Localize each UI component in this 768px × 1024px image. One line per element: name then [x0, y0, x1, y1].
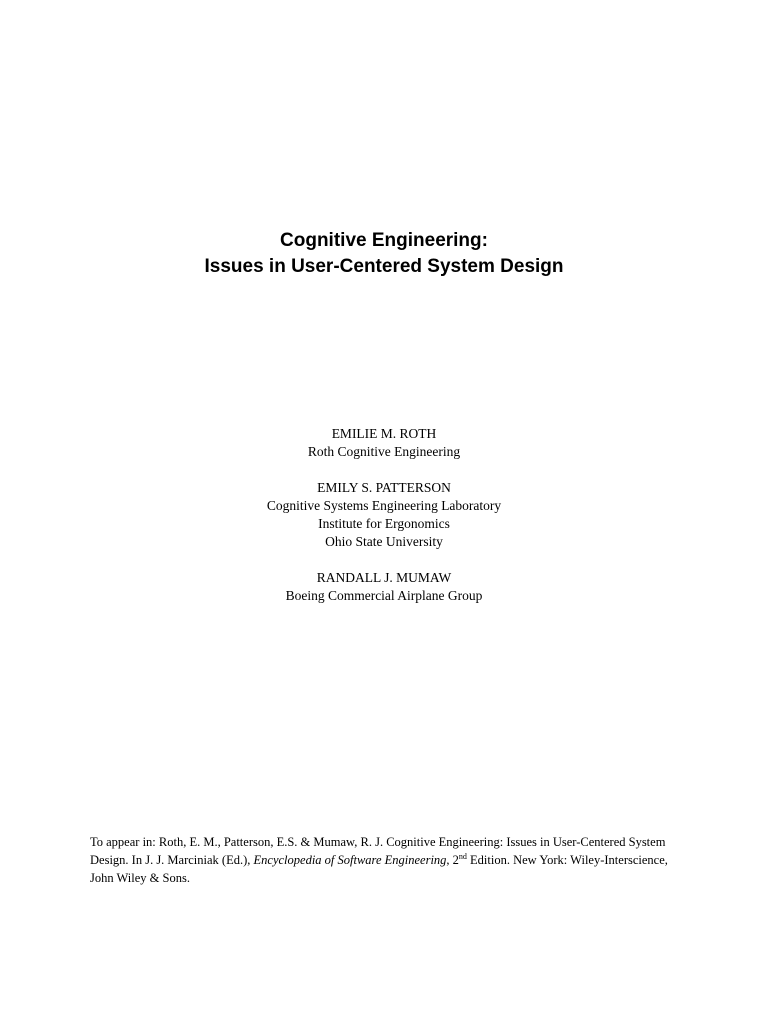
citation-text-part3: Edition. New York: Wiley-Interscience, John Wiley & Sons. — [90, 853, 668, 885]
title-line-2: Issues in User-Centered System Design — [204, 256, 564, 277]
author-block-mumaw — [0, 569, 768, 605]
citation-note — [90, 833, 690, 887]
citation-text-part2: , 2 — [446, 853, 459, 867]
citation-edition-superscript: nd — [458, 851, 467, 861]
citation-text-part1: To appear in: Roth, E. M., Patterson, E.S. & Mumaw, R. J. Cognitive Engineering: Issues in User-Centered System Design. In J. J. Marciniak (Ed.), — [90, 835, 666, 867]
author-affiliation: Institute for Ergonomics — [318, 516, 450, 531]
author-name: RANDALL J. MUMAW — [316, 570, 452, 585]
title-line-1: Cognitive Engineering: — [280, 230, 488, 251]
author-block-roth — [0, 425, 768, 461]
paper-title — [0, 228, 768, 280]
citation-book-title: Encyclopedia of Software Engineering — [253, 853, 447, 867]
author-affiliation: Boeing Commercial Airplane Group — [285, 588, 483, 603]
author-name: EMILY S. PATTERSON — [317, 480, 451, 495]
author-block-patterson — [0, 479, 768, 551]
author-affiliation: Ohio State University — [325, 534, 443, 549]
author-affiliation: Roth Cognitive Engineering — [307, 444, 461, 459]
author-name: EMILIE M. ROTH — [331, 426, 437, 441]
author-list — [0, 425, 768, 623]
author-affiliation: Cognitive Systems Engineering Laboratory — [266, 498, 502, 513]
